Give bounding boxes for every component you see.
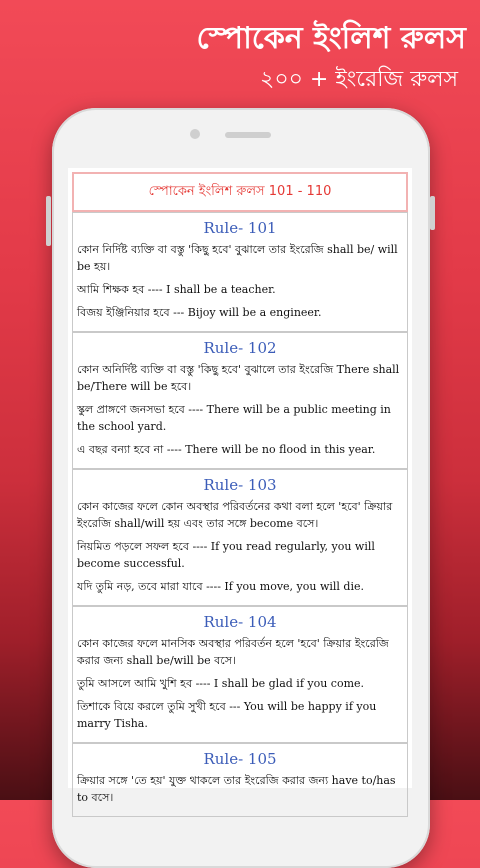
rule-title: Rule- 101 (203, 219, 277, 237)
rule-text: কোন নির্দিষ্ট ব্যক্তি বা বস্তু 'কিছু হবে' বুঝালে তার ইংরেজি shall be/ will be হয়। (77, 243, 398, 273)
promo-title: স্পোকেন ইংলিশ রুলস (196, 21, 466, 56)
rule-title: Rule- 104 (203, 613, 277, 631)
rule-title: Rule- 103 (203, 476, 277, 494)
chapter-title: স্পোকেন ইংলিশ রুলস 101 - 110 (148, 183, 332, 199)
rule-title: Rule- 105 (203, 750, 277, 768)
rule-text: কোন কাজের ফলে কোন অবস্থার পরিবর্তনের কথা বলা হলে 'হবে' ক্রিয়ার ইংরেজি shall/will হয় এবং তার সঙ্গে become বসে। (77, 500, 393, 530)
rule-card-101 (72, 212, 408, 332)
rule-text: কোন অনির্দিষ্ট ব্যক্তি বা বস্তু 'কিছু হবে' বুঝালে তার ইংরেজি There shall be/There will be হবে। (77, 363, 400, 393)
rule-card-102 (72, 332, 408, 469)
promo-subtitle: ২০০ + ইংরেজি রুলস (260, 67, 458, 92)
chapter-header (72, 172, 408, 212)
rule-title: Rule- 102 (203, 339, 277, 357)
speaker-grille (225, 132, 271, 138)
rule-example: যদি তুমি নড়, তবে মারা যাবে ---- If you move, you will die. (77, 580, 364, 593)
power-button (430, 196, 435, 230)
camera-icon (190, 129, 200, 139)
rule-example: তুমি আসলে আমি খুশি হব ---- I shall be glad if you come. (77, 677, 365, 690)
rule-example: আমি শিক্ষক হব ---- I shall be a teacher. (77, 283, 276, 296)
rule-text: ক্রিয়ার সঙ্গে 'তে হয়' যুক্ত থাকলে তার ইংরেজি করার জন্য have to/has to বসে। (77, 774, 396, 804)
rule-card-105 (72, 743, 408, 817)
rule-card-103 (72, 469, 408, 606)
rule-example: তিশাকে বিয়ে করলে তুমি সুখী হবে --- You will be happy if you marry Tisha. (77, 700, 377, 730)
volume-button (46, 196, 51, 246)
rule-example: নিয়মিত পড়লে সফল হবে ---- If you read regularly, you will become successful. (77, 540, 375, 570)
rule-text: কোন কাজের ফলে মানসিক অবস্থার পরিবর্তন হলে 'হবে' ক্রিয়ার ইংরেজি করার জন্য shall be/will be বসে। (77, 637, 389, 667)
rule-example: বিজয় ইঞ্জিনিয়ার হবে --- Bijoy will be a engineer. (77, 306, 322, 319)
rule-card-104 (72, 606, 408, 743)
rule-example: স্কুল প্রাঙ্গণে জনসভা হবে ---- There will be a public meeting in the school yard. (77, 403, 391, 433)
rule-example: এ বছর বন্যা হবে না ---- There will be no flood in this year. (77, 443, 376, 456)
app-screen[interactable] (68, 168, 412, 804)
